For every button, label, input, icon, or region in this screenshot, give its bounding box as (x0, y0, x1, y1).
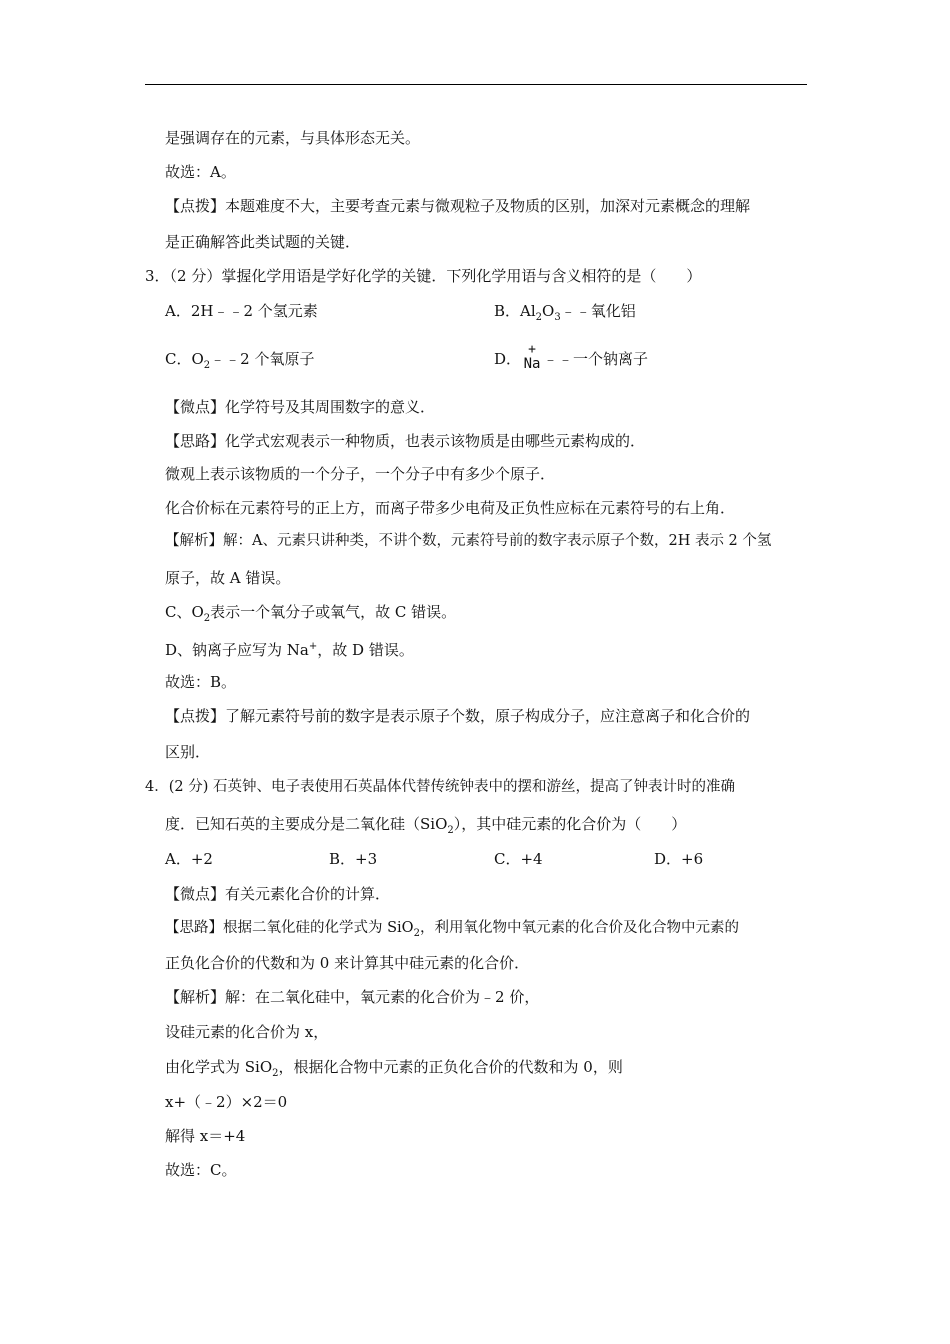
text: ，根据化合物中元素的正负化合价的代数和为 0，则 (278, 1058, 623, 1076)
text: 由化学式为 SiO (165, 1058, 273, 1076)
q3-option-c-text: C．O (165, 350, 204, 368)
subscript: 2 (447, 825, 454, 836)
q3-option-b-text: O (542, 302, 555, 320)
text: C、O (165, 603, 204, 621)
q4-result: 解得 x＝+4 (165, 1127, 246, 1145)
subscript: 2 (413, 927, 420, 939)
sodium-symbol: Na (523, 356, 541, 372)
superscript: + (308, 641, 318, 652)
question-4: 4．(2 分) 石英钟、电子表使用石英晶体代替传统钟表中的摆和游丝，提高了钟表计时的准确 (145, 779, 735, 795)
subscript: 2 (203, 360, 211, 371)
q3-option-c-text: ﹣﹣2 个氧原子 (210, 350, 315, 368)
tip-line: 【点拨】本题难度不大，主要考查元素与微观粒子及物质的区别，加深对元素概念的理解 (165, 197, 751, 215)
q3-option-b-text: ﹣﹣氧化铝 (560, 302, 636, 320)
q4-approach (165, 918, 739, 944)
q4-analysis-cont: 设硅元素的化合价为 x， (165, 1023, 329, 1041)
subscript: 2 (203, 613, 211, 624)
sodium-ion-symbol (521, 342, 543, 374)
q3-approach-cont: 化合价标在元素符号的正上方，而离子带多少电荷及正负性应标在元素符号的右上角． (165, 499, 736, 517)
q4-option-a: A．+2 (165, 850, 213, 868)
subscript: 3 (554, 312, 561, 323)
q4-option-c: C．+4 (494, 850, 543, 868)
text: 表示一个氧分子或氧气，故 C 错误。 (210, 603, 457, 621)
q3-option-c (165, 349, 314, 376)
header-rule (145, 84, 807, 85)
q3-option-b-text: B．Al (494, 302, 536, 320)
plus-charge: + (528, 342, 536, 357)
answer-line: 故选：A。 (165, 163, 236, 181)
text: ），其中硅元素的化合价为（ ） (453, 815, 687, 833)
q3-option-b (494, 301, 636, 328)
subscript: 2 (535, 312, 543, 323)
q3-analysis-c (165, 602, 456, 629)
q3-option-d-text: ﹣﹣一个钠离子 (543, 350, 649, 368)
q4-knowledge-point: 【微点】有关元素化合价的计算． (165, 885, 391, 903)
question-4-cont (165, 814, 686, 841)
q4-analysis-cont (165, 1057, 623, 1084)
q4-answer: 故选：C。 (165, 1161, 237, 1179)
subscript: 2 (272, 1068, 279, 1079)
question-3: 3．（2 分）掌握化学用语是学好化学的关键．下列化学用语与含义相符的是（ ） (145, 267, 702, 285)
q3-knowledge-point: 【微点】化学符号及其周围数字的意义． (165, 398, 436, 416)
q3-analysis-d (165, 637, 414, 660)
q4-option-d: D．+6 (654, 850, 704, 868)
q3-option-d-text: D． (494, 350, 522, 368)
text: 【思路】根据二氧化硅的化学式为 SiO (165, 920, 414, 936)
q3-answer: 故选：B。 (165, 673, 237, 691)
q4-approach-cont: 正负化合价的代数和为 0 来计算其中硅元素的化合价． (165, 954, 530, 972)
paragraph-line: 是强调存在的元素，与具体形态无关。 (165, 129, 421, 147)
q4-analysis: 【解析】解：在二氧化硅中，氧元素的化合价为﹣2 价， (165, 988, 540, 1006)
q3-tip: 【点拨】了解元素符号前的数字是表示原子个数，原子构成分子，应注意离子和化合价的 (165, 707, 751, 725)
q4-equation: x+（﹣2）×2＝0 (165, 1093, 288, 1111)
q3-option-a: A．2H﹣﹣2 个氢元素 (165, 302, 318, 320)
q3-tip-cont: 区别． (165, 743, 211, 761)
q3-analysis: 【解析】解：A、元素只讲种类，不讲个数，元素符号前的数字表示原子个数，2H 表示 2 个氢 (165, 533, 772, 549)
q3-analysis-cont: 原子，故 A 错误。 (165, 569, 291, 587)
q3-approach-cont: 微观上表示该物质的一个分子，一个分子中有多少个原子． (165, 465, 556, 483)
text: ，利用氧化物中氧元素的化合价及化合物中元素的 (419, 920, 739, 936)
text: D、钠离子应写为 Na (165, 641, 309, 659)
q3-option-d (494, 342, 649, 374)
text: 度．已知石英的主要成分是二氧化硅（SiO (165, 815, 448, 833)
text: ，故 D 错误。 (317, 641, 414, 659)
q3-approach: 【思路】化学式宏观表示一种物质，也表示该物质是由哪些元素构成的． (165, 432, 646, 450)
tip-line-cont: 是正确解答此类试题的关键． (165, 233, 361, 251)
q4-option-b: B．+3 (329, 850, 378, 868)
